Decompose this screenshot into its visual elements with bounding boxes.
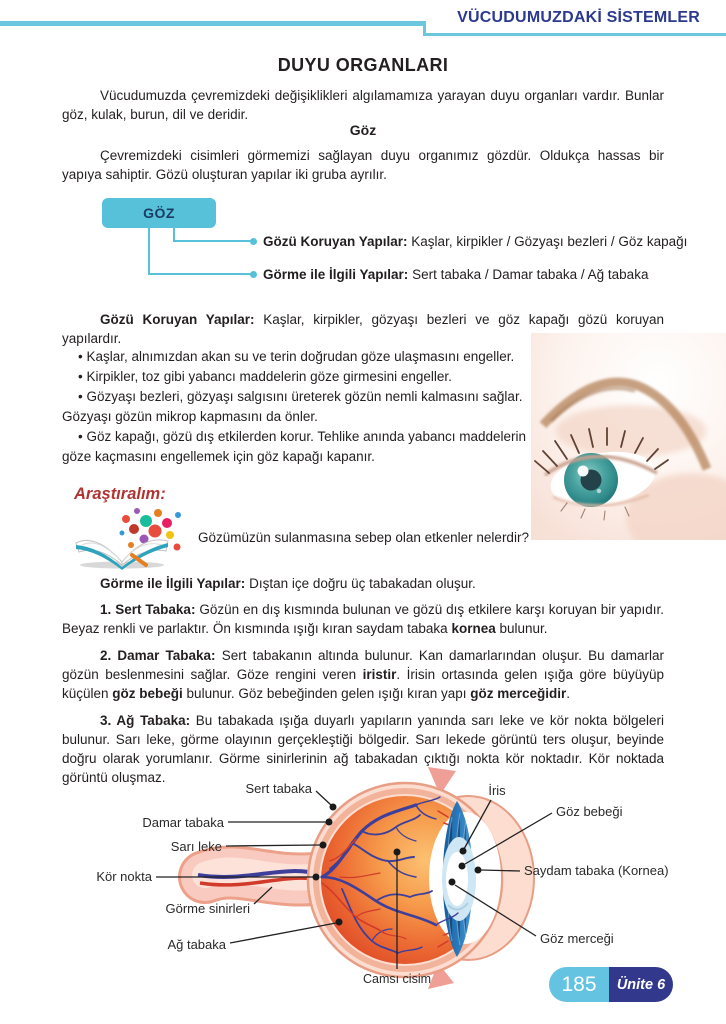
label-iris: İris — [488, 783, 506, 798]
header-rule-right — [423, 33, 726, 36]
scheme-connector-dot — [250, 238, 257, 245]
scheme-connector-line — [173, 240, 251, 242]
research-question: Gözümüzün sulanmasına sebep olan etkenler nelerdir? — [198, 530, 529, 545]
protective-heading-rest: Kaşlar, kirpikler, gözyaşı bezleri ve göz kapağı gözü koruyan yapılardır. — [62, 312, 664, 346]
scheme-connector-line — [148, 228, 150, 275]
scheme-connector-dot — [250, 271, 257, 278]
research-label: Araştıralım: — [74, 485, 166, 503]
label-sari-leke: Sarı leke — [170, 839, 222, 854]
label-goz-bebegi: Göz bebeği — [556, 804, 623, 819]
scheme-branch-label: Görme ile İlgili Yapılar: — [263, 267, 409, 282]
goz-paragraph: Çevremizdeki cisimleri görmemizi sağlayan duyu organımız gözdür. Oldukça hassas bir yapıya sahiptir. Gözü oluşturan yapılar iki gruba ayrılır. — [62, 148, 664, 182]
header-rule-left — [0, 21, 425, 26]
bullet-item: • Kirpikler, toz gibi yabancı maddelerin göze girmesini engeller. — [62, 367, 538, 387]
chapter-title: VÜCUDUMUZDAKİ SİSTEMLER — [457, 9, 700, 26]
vision-heading-rest: Dıştan içe doğru üç tabakadan oluşur. — [245, 576, 476, 591]
layer-paragraph-damar: 2. Damar Tabaka: Sert tabakanın altında bulunur. Kan damarlarından oluşur. Bu damarlar gözün beslenmesini sağlar. Göze rengini veren iristir. İrisin ortasında gelen ışığa göre büyüyüp küçülen göz bebeği bulunur. Göz bebeğinden gelen ışığı kıran yapı göz merceğidir. — [62, 648, 664, 701]
goz-section — [62, 146, 664, 192]
label-kor-nokta: Kör nokta — [96, 869, 152, 884]
label-gorme-sinirleri: Görme sinirleri — [165, 901, 250, 916]
scheme-branch-items: Kaşlar, kirpikler / Gözyaşı bezleri / Göz kapağı — [407, 234, 688, 249]
layer-paragraph-sert: 1. Sert Tabaka: Gözün en dış kısmında bulunan ve gözü dış etkilere karşı koruyan bir yapıdır. Beyaz renkli ve parlaktır. Ön kısmında ışığı kıran saydam tabaka kornea bulunur. — [62, 602, 665, 636]
label-goz-mercegi: Göz merceği — [540, 931, 614, 946]
scheme-branch-vision — [263, 267, 648, 282]
scheme-connector-line — [148, 273, 251, 275]
intro-paragraph: Vücudumuzda çevremizdeki değişiklikleri algılamamıza yarayan duyu organları vardır. Bunlar göz, kulak, burun, dil ve deridir. — [62, 88, 664, 122]
eye-photo-image — [531, 333, 726, 540]
bullet-item: • Göz kapağı, gözü dış etkilerden korur. Tehlike anında yabancı maddelerin göze kaçmasını engellemek için göz kapağı kapanır. — [62, 427, 538, 467]
scheme-branch-items: Sert tabaka / Damar tabaka / Ağ tabaka — [408, 267, 649, 282]
bullet-item: • Gözyaşı bezleri, gözyaşı salgısını üreterek gözün nemli kalmasını sağlar. Gözyaşı gözün mikrop kapmasını da önler. — [62, 387, 538, 427]
scheme-goz-box: GÖZ — [102, 198, 216, 228]
unit-label: Ünite 6 — [609, 967, 673, 1002]
page-badge — [549, 967, 673, 1002]
label-ag-tabaka: Ağ tabaka — [167, 937, 226, 952]
vision-heading — [62, 574, 664, 593]
scheme-branch-protective — [263, 234, 687, 249]
page-title: DUYU ORGANLARI — [277, 55, 449, 75]
protective-heading-label: Gözü Koruyan Yapılar: — [100, 312, 255, 327]
bullet-item: • Kaşlar, alnımızdan akan su ve terin doğrudan göze ulaşmasını engeller. — [62, 347, 538, 367]
goz-subtitle: Göz — [349, 122, 377, 138]
open-book-icon — [74, 505, 192, 571]
layer-paragraph-ag: 3. Ağ Tabaka: Bu tabakada ışığa duyarlı yapıların yanında sarı leke ve kör nokta bölgeleri bulunur. Sarı leke, görme olayının gerçekleştiği bölgedir. Sarı lekede görüntü ters oluşur, beyinde doğru olarak yorumlanır. Görme sinirlerinin ağ tabakadan çıktığı nokta kör noktadır. Kör noktada görüntü oluşmaz. — [62, 713, 664, 785]
label-saydam-tabaka: Saydam tabaka (Kornea) — [524, 863, 669, 878]
bullet-list — [62, 347, 538, 467]
scheme-branch-label: Gözü Koruyan Yapılar: — [263, 234, 408, 249]
vision-section — [62, 574, 664, 601]
label-damar-tabaka: Damar tabaka — [142, 815, 224, 830]
label-camsi-cisim: Camsı cisim — [362, 972, 432, 986]
vision-heading-label: Görme ile İlgili Yapılar: — [100, 576, 246, 591]
label-sert-tabaka: Sert tabaka — [245, 781, 312, 796]
page-number: 185 — [549, 967, 609, 1002]
